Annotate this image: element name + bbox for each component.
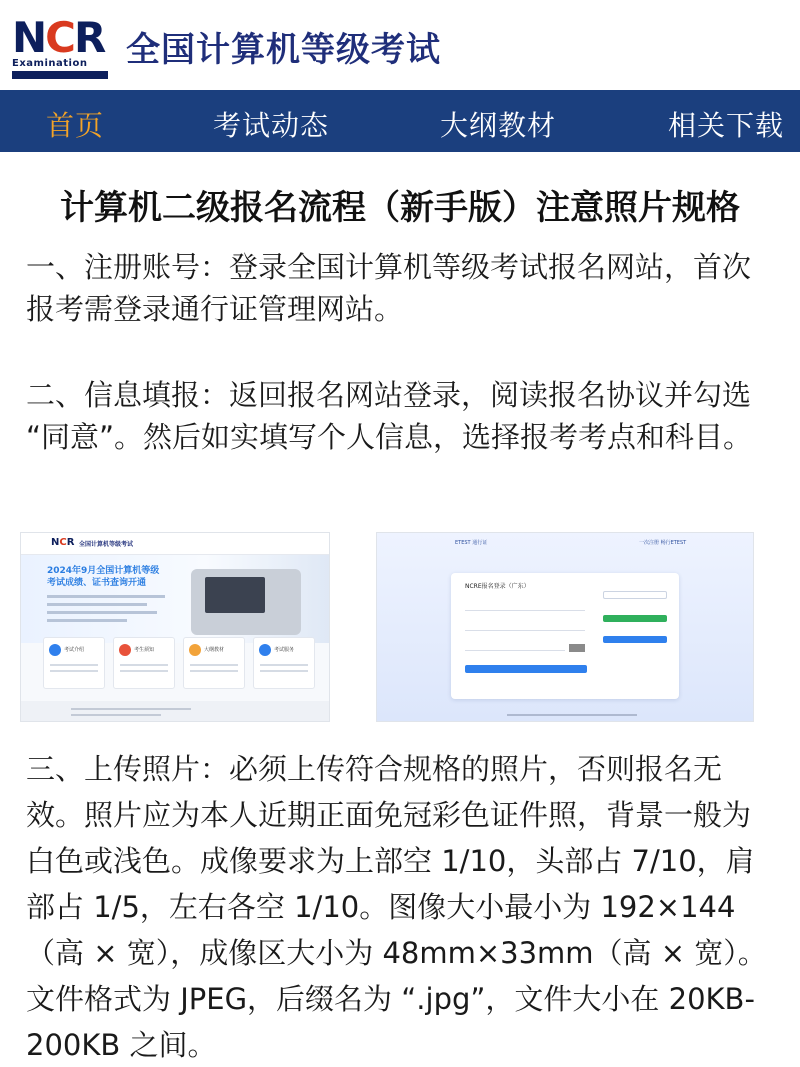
logo-subtitle: Examination [12, 58, 88, 69]
thumb-login-panel [451, 573, 679, 699]
step-2-paragraph: 二、信息填报：返回报名网站登录，阅读报名协议并勾选 “同意”。然后如实填写个人信息，选择报考考点和科目。 [26, 378, 753, 454]
card-icon [119, 644, 131, 656]
logo-bar [12, 71, 108, 79]
nav-item-downloads[interactable]: 相关下载 [668, 109, 785, 142]
thumb-captcha-image [569, 644, 585, 652]
nav-item-news[interactable]: 考试动态 [213, 109, 330, 142]
thumb-captcha-field [465, 641, 565, 651]
card-icon [259, 644, 271, 656]
ncr-logo[interactable] [12, 13, 124, 78]
thumb-register-button [603, 615, 667, 622]
thumb-form-title: NCRE报名登录（广东） [465, 583, 530, 590]
card-exam-service [253, 637, 315, 689]
laptop-image [191, 569, 301, 635]
card-syllabus [183, 637, 245, 689]
article-title: 计算机二级报名流程（新手版）注意照片规格 [60, 188, 740, 228]
logo-wordmark: NCR [12, 13, 105, 62]
login-screenshot [376, 532, 754, 722]
thumb-password-field [465, 621, 585, 631]
card-candidate-notice [113, 637, 175, 689]
site-header [0, 0, 800, 88]
thumb-nav-brand: ETEST 通行证 [455, 540, 488, 546]
card-icon [189, 644, 201, 656]
nav-item-syllabus[interactable]: 大纲教材 [440, 109, 557, 142]
thumb-footer [21, 701, 330, 722]
thumb-copyright [507, 714, 637, 716]
thumb-username-field [465, 601, 585, 611]
thumb-login-button [465, 665, 587, 673]
card-exam-intro [43, 637, 105, 689]
homepage-screenshot [20, 532, 330, 722]
main-nav [0, 90, 800, 152]
thumb-nav-slogan: 一次注册 畅行ETEST [639, 540, 687, 546]
card-label: 考试服务 [274, 647, 295, 653]
site-name: 全国计算机等级考试 [126, 30, 441, 70]
nav-item-home[interactable]: 首页 [46, 109, 105, 142]
thumb-ncre-login-button [603, 636, 667, 643]
thumb-site-name: 全国计算机等级考试 [79, 541, 134, 548]
card-icon [49, 644, 61, 656]
thumb-login-nav [377, 533, 753, 551]
card-label: 大纲教材 [204, 647, 225, 653]
thumb-service-cards [43, 637, 313, 689]
thumb-banner-text [47, 595, 167, 627]
thumb-logo: NCR [51, 537, 75, 548]
step-3-paragraph: 三、上传照片：必须上传符合规格的照片，否则报名无效。照片应为本人近期正面免冠彩色证件照，背景一般为白色或浅色。成像要求为上部空 1/10，头部占 7/10，肩部占 1/5，左右各空 1/10。图像大小最小为 192×144（高 × 宽），成像区大小为 48mm×33mm（高 × 宽）。文件格式为 JPEG，后缀名为 “.jpg”，文件大小在 20KB-200KB 之间。 [26, 752, 767, 1062]
step-1-paragraph: 一、注册账号：登录全国计算机等级考试报名网站，首次报考需登录通行证管理网站。 [26, 250, 752, 326]
card-label: 考试介绍 [64, 647, 85, 653]
thumb-banner [21, 555, 329, 643]
thumb-header [21, 533, 329, 555]
thumb-banner-title: 2024年9月全国计算机等级考试成绩、证书查询开通 [47, 566, 160, 588]
card-label: 考生须知 [134, 647, 155, 653]
thumb-side-actions [603, 583, 669, 643]
